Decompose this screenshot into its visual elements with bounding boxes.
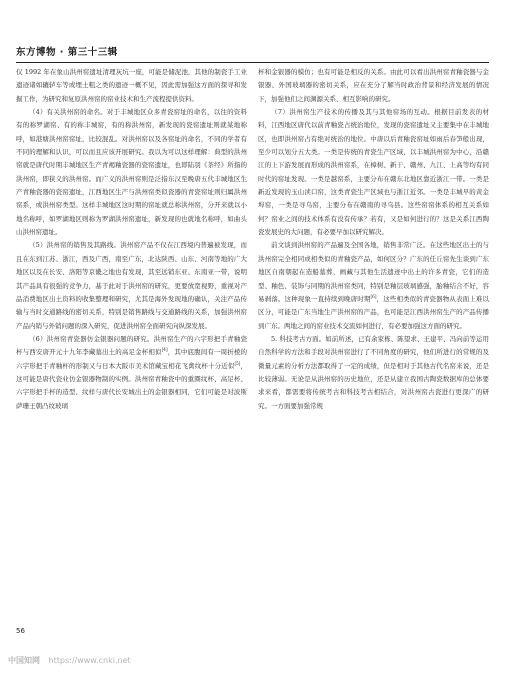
paragraph-text: ，其中底腹间有一周折棱的六字形把手青釉杯的形制又与日本大阪市美术馆藏宝相花飞禽纹杯十分近似: [16, 348, 248, 370]
paragraph: [16, 333, 247, 413]
paragraph: 仅 1992 年在象山洪州窑遗址清理灰坑一座，可能是储泥池，其他的制瓷手工业遗迹诸如辘轳车等或埋土粗之类的遗迹一概不见，因此需加强这方面的探寻和发掘工作，为研究和复原洪州窑的窑业技术和生产流程提供资料。: [16, 68, 247, 103]
paragraph: （5）洪州窑的销售及其路线。洪州窑产品不仅在江西境内普遍被发现，而且在东到江苏、浙江，西及广西，南至广东，北达陕西、山东、河南等地的广大地区以及在长安、洛阳等京畿之地也有发现，其至远销东亚、东南亚一带，说明其产品具有很强的竞争力，基于此对于洪州窑的研究，更要放宽视野，重视对产品消费地区出土资料的收集整理和研究，尤其是海外发现地的确认，关注产品传输与当时交通路线的密切关系，特别是销售路线与交通路线的关系，加强洪州窑产品内销与外销问题的深入研究，促进洪州窑全面研究向纵深发展。: [16, 241, 247, 330]
paragraph: （4）有关洪州窑的命名。对于丰城地区众多青瓷窑址的命名，以往的资料有的称罗湖窑、有的称丰城窑，有的称洪州窑，新发现的瓷窑遗址则就某地称呼，如港塘洪州窑窑址，比较混乱。对洪州窑以及各窑址的命名，不同的学者有不同的理解和认识，可以而且应该开展研究。我以为可以这样理解：典型的洪州窑就是唐代时期丰城地区生产青褐釉瓷器的瓷窑遗址，也即陆羽《茶经》所指的洪州窑，即狭义的洪州窑。而广义的洪州窑则是泛指东汉至晚唐五代丰城地区生产青釉瓷器的瓷窑遗址，江西地区生产与洪州窑类似瓷器的青瓷窑址则归属洪州窑系，或洪州窑类型。这样丰城地区这时期的窑址就总称洪州窑，分开来就以小地名称呼，如罗湖地区则称为罗湖洪州窑遗址，新发现的也就地名称呼，如曲头山洪州窑遗址。: [16, 108, 247, 237]
page-header: [16, 44, 489, 63]
paragraph-text: 前文谈到洪州窑的产品遍及全国各地，销售非常广泛。在这些地区出土的与洪州窑完全相同或相类似的青釉瓷产品，如何区分？广东的任丘窑先生谈到广东地区自南朝起在造船墓葬、画藏与其他生活遗迹中出土的许多青瓷，它们的造型、釉色、装饰与同期的洪州窑类同，特别是釉层玻璃感强，胎釉结合不好，容易剥落。这种现象一直持续到晚唐时期: [258, 241, 489, 303]
paragraph-text: ，这些相类似的青瓷器物从表面上难以区分，可能是广东当地生产洪州窑的产品，也可能是江西洪州窑生产的产品传播到广东。两地之间的窑业技术交流如何进行，有必要加强这方面的研究。: [258, 294, 490, 330]
paragraph-text: ，这可能是唐代瓷业仿金银器物制的实例。洪州窑青釉瓷中的重圈纹杯、高足杯、六字形把手杯的造型、纹样与唐代长安城出土的金银器相同，它们可能是对波斯萨珊王朝凸纹玻璃: [16, 361, 248, 410]
paragraph: 杯和金银器的模仿；也有可能是相反的关系。由此可以看出洪州窑青釉瓷器与金银器、外国玻璃器的密切关系，应在充分了解当时政治背景和经济发展的情况下，加强他们之间渊源关系、相互影响的研究。: [258, 68, 489, 103]
citation-ref: [4]: [161, 347, 168, 353]
left-column: [16, 66, 247, 413]
header-rule: [16, 62, 489, 63]
paragraph: [258, 239, 489, 332]
paragraph-text: （6）洪州窑青瓷器仿金银器问题的研究。洪州窑生产的六字形把手青釉瓷杯与西安唐开元十九年李藏墓出土的高足金杯相似: [16, 334, 247, 357]
paragraph: 5. 科技考古方面。如前所述，已有余家栋、陈望求、王建平、冯向前等运用自然科学的方法和手段对洪州窑进行了不同角度的研究，他们所进行的常规的及微量元素的分析方法都取得了一定的成绩，但是相对于其他古代名窑来说，还是比较薄弱。无论是从洪州窑的历史地位，还是从建立我国古陶瓷数据库的总体要求来看，都需要将传统考古和科技考古相结合，对洪州窑古瓷进行更深广的研究。一方面要加强常规: [258, 334, 489, 410]
watermark-brand: 中国知网: [8, 656, 40, 665]
citation-ref: [6]: [370, 293, 377, 299]
citation-ref: [5]: [234, 360, 241, 366]
right-column: [258, 66, 489, 413]
watermark-url: https://www.cnki.net: [48, 656, 131, 665]
journal-title: 东方博物 · 第三十三辑: [16, 47, 118, 58]
page-number: 56: [16, 627, 25, 635]
cnki-watermark: [8, 655, 131, 666]
paragraph: （7）洪州窑生产技术的传播及其与其他窑场的互动。根据目前发表的材料，江西地区唐代以前青釉瓷占统治地位，发现的瓷窑遗址又主要集中在丰城地区，也即洪州窑占有绝对统治的地位。中唐以后青釉瓷窑址如雨后春笋般出现，至少可以划分五大类。一类是传统的青瓷生产区域，以丰城洪州窑为中心，沿赣江的上下游发展而形成的洪州窑系，在樟树、新干、赣州、九江、上高等均有同时代的窑址发现。一类是越窑系，主要分布在赣东北地区靠近浙江一带。一类是新近发现的玉山渎口窑，这类青瓷生产区域也与浙江近邻。一类是丰城早的黄金埠窑，一类是寻乌窑，主要分布在赣南的寻乌县。这些窑窑体系的相互关系如何？窑业之间的技术体系有没有传承？若有，又是如何进行的？这是关系江西陶瓷发展史的大问题，有必要早加以研究解决。: [258, 108, 489, 237]
